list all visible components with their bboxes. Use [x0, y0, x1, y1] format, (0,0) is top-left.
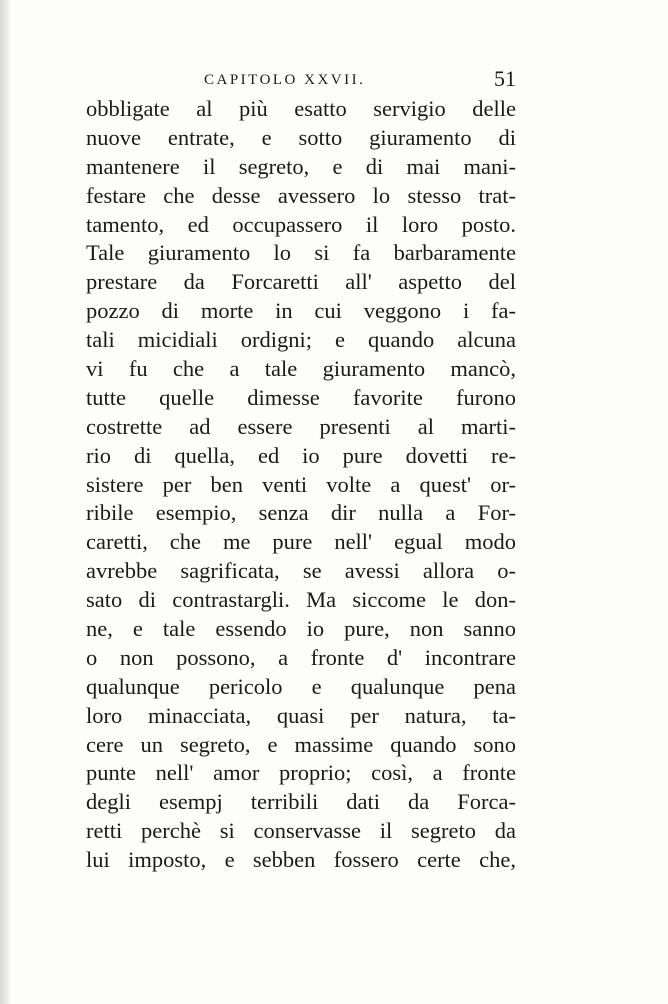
text-line: loro minacciata, quasi per natura, ta- [86, 702, 516, 728]
text-line: degli esempj terribili dati da Forca- [86, 789, 516, 815]
body-text [86, 95, 516, 875]
text-line: tamento, ed occupassero il loro posto. [86, 211, 516, 237]
text-line: ribile esempio, senza dir nulla a For- [86, 500, 516, 526]
text-line: rio di quella, ed io pure dovetti re- [86, 442, 516, 468]
page-header [86, 66, 516, 94]
text-line: o non possono, a fronte d' incontrare [86, 644, 516, 670]
text-line: nuove entrate, e sotto giuramento di [86, 124, 516, 150]
text-line: ne, e tale essendo io pure, non sanno [86, 616, 516, 642]
text-line: obbligate al più esatto servigio delle [86, 96, 516, 121]
text-line: prestare da Forcaretti all' aspetto del [86, 269, 516, 295]
text-line: vi fu che a tale giuramento mancò, [86, 356, 516, 382]
text-line: lui imposto, e sebben fossero certe che, [86, 847, 516, 873]
text-line: costrette ad essere presenti al marti- [86, 413, 516, 439]
text-line: tutte quelle dimesse favorite furono [86, 384, 516, 410]
text-line: pozzo di morte in cui veggono i fa- [86, 298, 516, 324]
page-number: 51 [494, 66, 516, 91]
text-line: cere un segreto, e massime quando sono [86, 731, 516, 757]
text-line: caretti, che me pure nell' egual modo [86, 529, 516, 555]
text-line: avrebbe sagrificata, se avessi allora o- [86, 558, 516, 584]
text-line: qualunque pericolo e qualunque pena [86, 673, 516, 699]
text-line: retti perchè si conservasse il segreto da [86, 818, 516, 844]
text-line: punte nell' amor proprio; così, a fronte [86, 760, 516, 786]
page-edge-shadow [0, 0, 10, 1004]
running-head: CAPITOLO XXVII. [204, 72, 366, 88]
text-line: Tale giuramento lo si fa barbaramente [86, 240, 516, 266]
text-line: festare che desse avessero lo stesso trat- [86, 182, 516, 208]
text-line: sato di contrastargli. Ma siccome le don- [86, 587, 516, 613]
text-line: sistere per ben venti volte a quest' or- [86, 471, 516, 497]
text-line: tali micidiali ordigni; e quando alcuna [86, 327, 516, 353]
text-line: mantenere il segreto, e di mai mani- [86, 153, 516, 179]
